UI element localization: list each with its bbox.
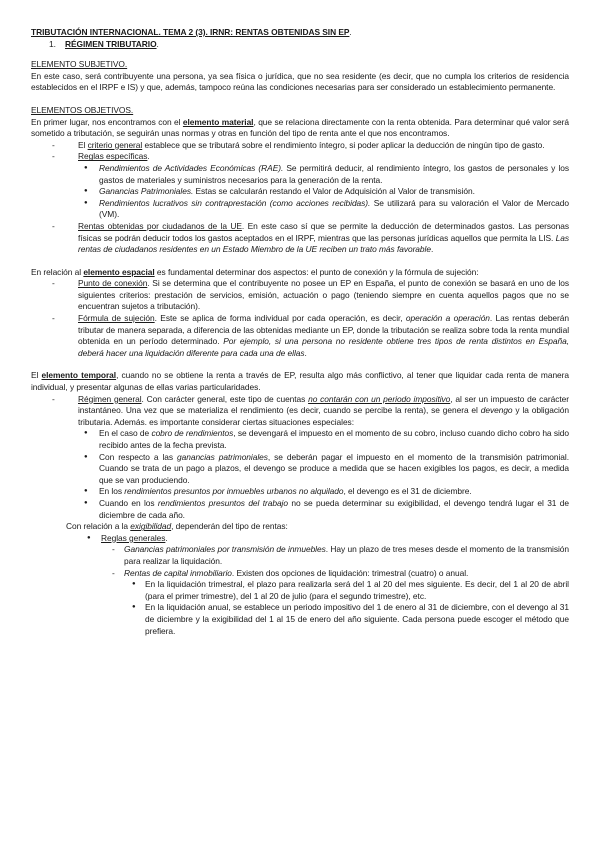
document-title-line: TRIBUTACIÓN INTERNACIONAL. TEMA 2 (3). IRNR: RENTAS OBTENIDAS SIN EP. bbox=[31, 27, 352, 37]
paragraph-exigibilidad: Con relación a la exigibilidad, dependerán del tipo de rentas: bbox=[66, 521, 288, 532]
item-ganancias-inmuebles: - Ganancias patrimoniales por transmisión de inmuebles. Hay un plazo de tres meses desde el momento de la transmisión para realizar la liquidación. bbox=[31, 544, 569, 567]
bullet-inmuebles-urbanos: ● En los rendimientos presuntos por inmuebles urbanos no alquilado, el devengo es el 31 de diciembre. bbox=[31, 486, 569, 498]
bullet-cobro-rendimientos: ● En el caso de cobro de rendimientos, se devengará el impuesto en el momento de su cobro, incluso cuando dicho cobro ha sido recibido antes de la fecha prevista. bbox=[31, 428, 569, 451]
item-regimen-general: - Régimen general. Con carácter general, este tipo de cuentas no contarán con un periodo impositivo, al ser un impuesto de carácter instantáneo. Una vez que se materializa el rendimiento (es decir, cuando se percibe la renta), se genera el devengo y la obligación tributaria. Además. es importante considerar ciertas situaciones especiales: bbox=[31, 394, 569, 429]
bullet-rae: ● Rendimientos de Actividades Económicas (RAE). Se permitirá deducir, al rendimiento íntegro, los gastos de personales y los gastos de materiales y suministros necesarios para la generación de la renta. bbox=[31, 163, 569, 186]
item-rentas-capital-inmobiliario: - Rentas de capital inmobiliario. Existen dos opciones de liquidación: trimestral (cuatro) o anual. bbox=[31, 568, 569, 580]
heading-elementos-objetivos: ELEMENTOS OBJETIVOS. bbox=[31, 104, 134, 115]
document-title: TRIBUTACIÓN INTERNACIONAL. TEMA 2 (3). IRNR: RENTAS OBTENIDAS SIN EP bbox=[31, 27, 350, 37]
section-heading-regimen: 1. RÉGIMEN TRIBUTARIO. bbox=[49, 38, 159, 49]
paragraph-elemento-temporal: El elemento temporal, cuando no se obtiene la renta a través de EP, resulta algo más conflictivo, al tener que liquidar cada renta de manera individual, y presentar algunas de ellas varias particularidades. bbox=[31, 370, 570, 393]
bullet-reglas-generales: ● Reglas generales. bbox=[31, 533, 569, 545]
bullet-liquidacion-trimestral: ● En la liquidación trimestral, el plazo para realizarla será del 1 al 20 del mes siguiente. Es decir, del 1 al 20 de abril (para el primer trimestre), del 1 al 20 de julio (para el segundo trimestre), etc. bbox=[31, 579, 569, 602]
item-reglas-especificas: - Reglas específicas. bbox=[31, 151, 569, 163]
item-criterio-general: - El criterio general establece que se tributará sobre el rendimiento íntegro, si poder aplicar la deducción de ningún tipo de gasto. bbox=[31, 140, 569, 152]
paragraph-subjetivo: En este caso, será contribuyente una persona, ya sea física o jurídica, que no sea residente (es decir, que no cumpla los criterios de residencia establecidos en el IRPF e IS) y que, además, tampoco reúna las condiciones necesarias para ser considerado un establecimiento permanente. bbox=[31, 70, 569, 93]
bullet-rendimientos-trabajo: ● Cuando en los rendimientos presuntos del trabajo no se pueda determinar su exigibilidad, el devengo tendrá lugar el 31 de diciembre de cada año. bbox=[31, 498, 569, 521]
bullet-ganancias-patrimoniales: ● Ganancias Patrimoniales. Estas se calcularán restando el Valor de Adquisición al Valor de transmisión. bbox=[31, 186, 569, 198]
bullet-ganancias-patrimoniales-temporal: ● Con respecto a las ganancias patrimoniales, se deberán pagar el impuesto en el momento de la transmisión patrimonial. Cuando se trata de un pago a plazos, el devengo se produce a medida que se hacen exigibles los pagos, es decir, a medida que se van produciendo. bbox=[31, 452, 569, 487]
item-rentas-ue: - Rentas obtenidas por ciudadanos de la UE. En este caso sí que se permite la deducción de determinados gastos. Las personas físicas se podrán deducir todos los gastos aceptados en el IRPF, mientras que las personas jurídicas aquellos que permita la LIS. Las rentas de ciudadanos residentes en un Estado Miembro de la UE reciben un trato más favorable. bbox=[31, 221, 569, 256]
paragraph-elemento-espacial: En relación al elemento espacial es fundamental determinar dos aspectos: el punto de conexión y la fórmula de sujeción: bbox=[31, 266, 479, 277]
item-formula-sujecion: - Fórmula de sujeción. Este se aplica de forma individual por cada operación, es decir, operación a operación. Las rentas deberán tributar de manera separada, a diferencia de las obtenidas mediante un EP, donde la tributación se realiza sobre toda la renta mundial obtenida en un período determinado. Por ejemplo, si una persona no residente obtiene tres tipos de renta distintos en España, deberá hacer una liquidación diferente para cada una de ellas. bbox=[31, 313, 569, 359]
item-punto-conexion: - Punto de conexión. Si se determina que el contribuyente no posee un EP en España, el punto de conexión se basará en uno de los siguientes criterios: prestación de servicios, emisión, actuación o pago (teniendo siempre en cuenta aquellos pagos que no se encuentran sujetos a tributación). bbox=[31, 278, 569, 313]
heading-elemento-subjetivo: ELEMENTO SUBJETIVO. bbox=[31, 59, 128, 70]
bullet-rendimientos-lucrativos: ● Rendimientos lucrativos sin contraprestación (como acciones recibidas). Se utilizará para su valoración el Valor de Mercado (VM). bbox=[31, 198, 569, 221]
bullet-liquidacion-anual: ● En la liquidación anual, se establece un periodo impositivo del 1 de enero al 31 de diciembre, con el devengo al 31 de diciembre y la exigibilidad del 1 al 15 de enero del año siguiente. Cada persona puede escoger el método que prefiera. bbox=[31, 602, 569, 637]
paragraph-elemento-material: En primer lugar, nos encontramos con el elemento material, que se relaciona directamente con la renta obtenida. Para determinar qué valor será sometido a tributación, se seguirán unas normas y otras en función del tipo de renta ante el que nos encontramos. bbox=[31, 116, 569, 139]
